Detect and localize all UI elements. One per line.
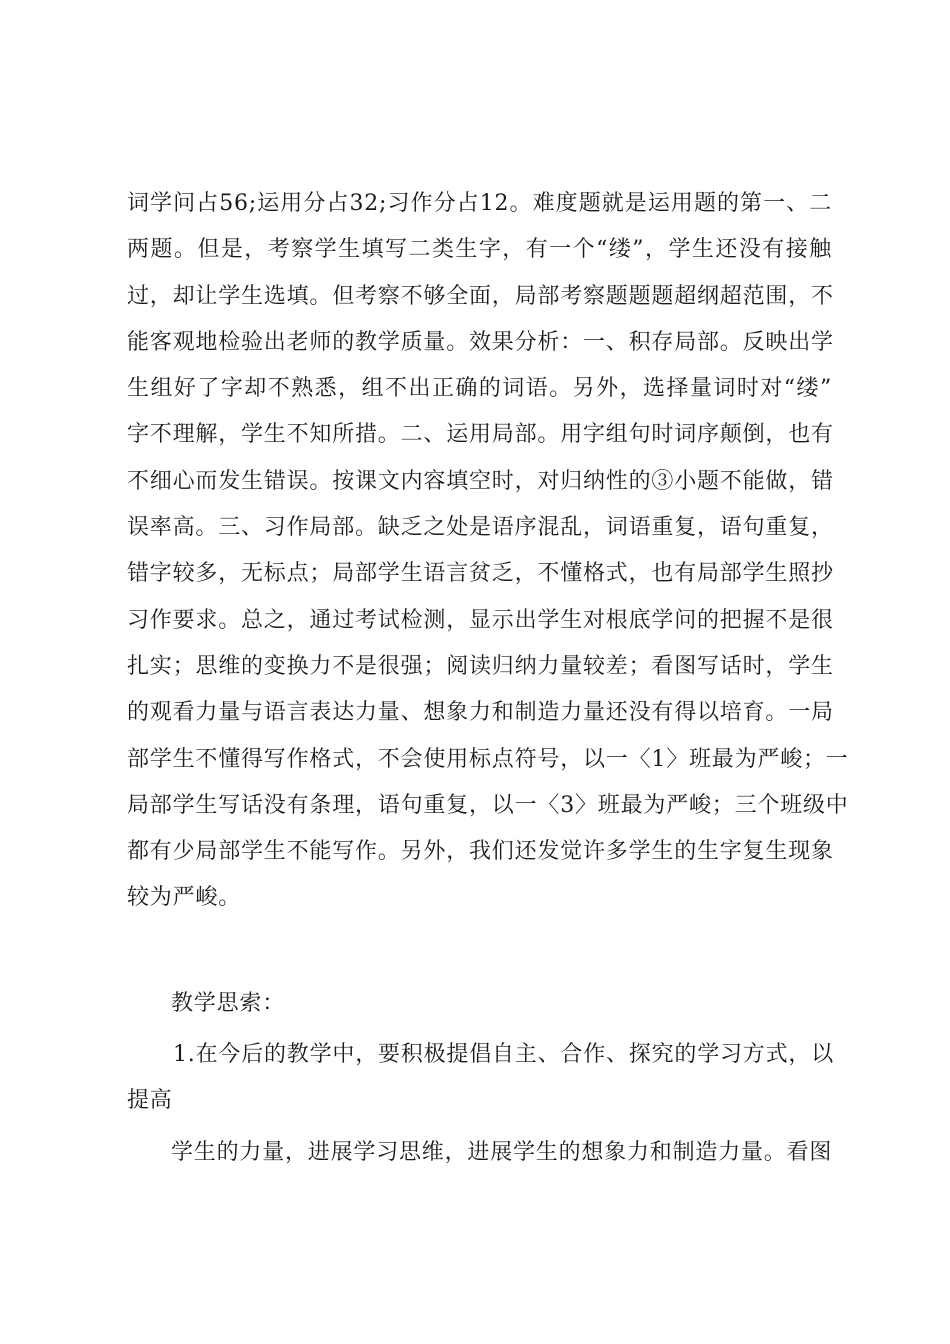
- text-line: 扎实；思维的变换力不是很强；阅读归纳力量较差；看图写话时，学生: [127, 653, 834, 679]
- text-line: 提高: [127, 1088, 173, 1114]
- text-line: 两题。但是，考察学生填写二类生字，有一个“缕”，学生还没有接触: [127, 237, 832, 263]
- list-item-1: [127, 1032, 832, 1125]
- text-line: 不细心而发生错误。按课文内容填空时，对归纳性的③小题不能做，错: [127, 468, 834, 494]
- paragraph-continuation: [127, 1130, 832, 1176]
- text-line: 部学生不懂得写作格式，不会使用标点符号，以一〈1〉班最为严峻；一: [127, 746, 849, 772]
- section-heading: 教学思索：: [171, 991, 286, 1016]
- text-line: 字不理解，学生不知所措。二、运用局部。用字组句时词序颠倒，也有: [127, 422, 834, 448]
- text-line: 习作要求。总之，通过考试检测，显示出学生对根底学问的把握不是很: [127, 607, 834, 633]
- text-line: 能客观地检验出老师的教学质量。效果分析：一、积存局部。反映出学: [127, 329, 834, 355]
- text-line: 误率高。三、习作局部。缺乏之处是语序混乱，词语重复，语句重复，: [127, 515, 834, 541]
- text-line: 的观看力量与语言表达力量、想象力和制造力量还没有得以培育。一局: [127, 700, 834, 726]
- section-heading-block: [127, 981, 832, 1027]
- text-line: 局部学生写话没有条理，语句重复，以一〈3〉班最为严峻；三个班级中: [127, 792, 849, 818]
- paragraph-analysis: [127, 181, 849, 922]
- text-line: 较为严峻。: [127, 885, 242, 911]
- text-line: 词学问占56;运用分占32;习作分占12。难度题就是运用题的第一、二: [127, 191, 832, 216]
- text-line: 都有少局部学生不能写作。另外，我们还发觉许多学生的生字复生现象: [127, 839, 834, 865]
- text-line: 学生的力量，进展学习思维，进展学生的想象力和制造力量。看图: [171, 1140, 833, 1165]
- text-line: 错字较多，无标点；局部学生语言贫乏，不懂格式，也有局部学生照抄: [127, 561, 834, 587]
- text-line: 生组好了字却不熟悉，组不出正确的词语。另外，选择量词时对“缕”: [127, 376, 832, 402]
- text-line: 1.在今后的教学中，要积极提倡自主、合作、探究的学习方式，以: [173, 1042, 834, 1067]
- text-line: 过，却让学生选填。但考察不够全面，局部考察题题题超纲超范围，不: [127, 283, 834, 309]
